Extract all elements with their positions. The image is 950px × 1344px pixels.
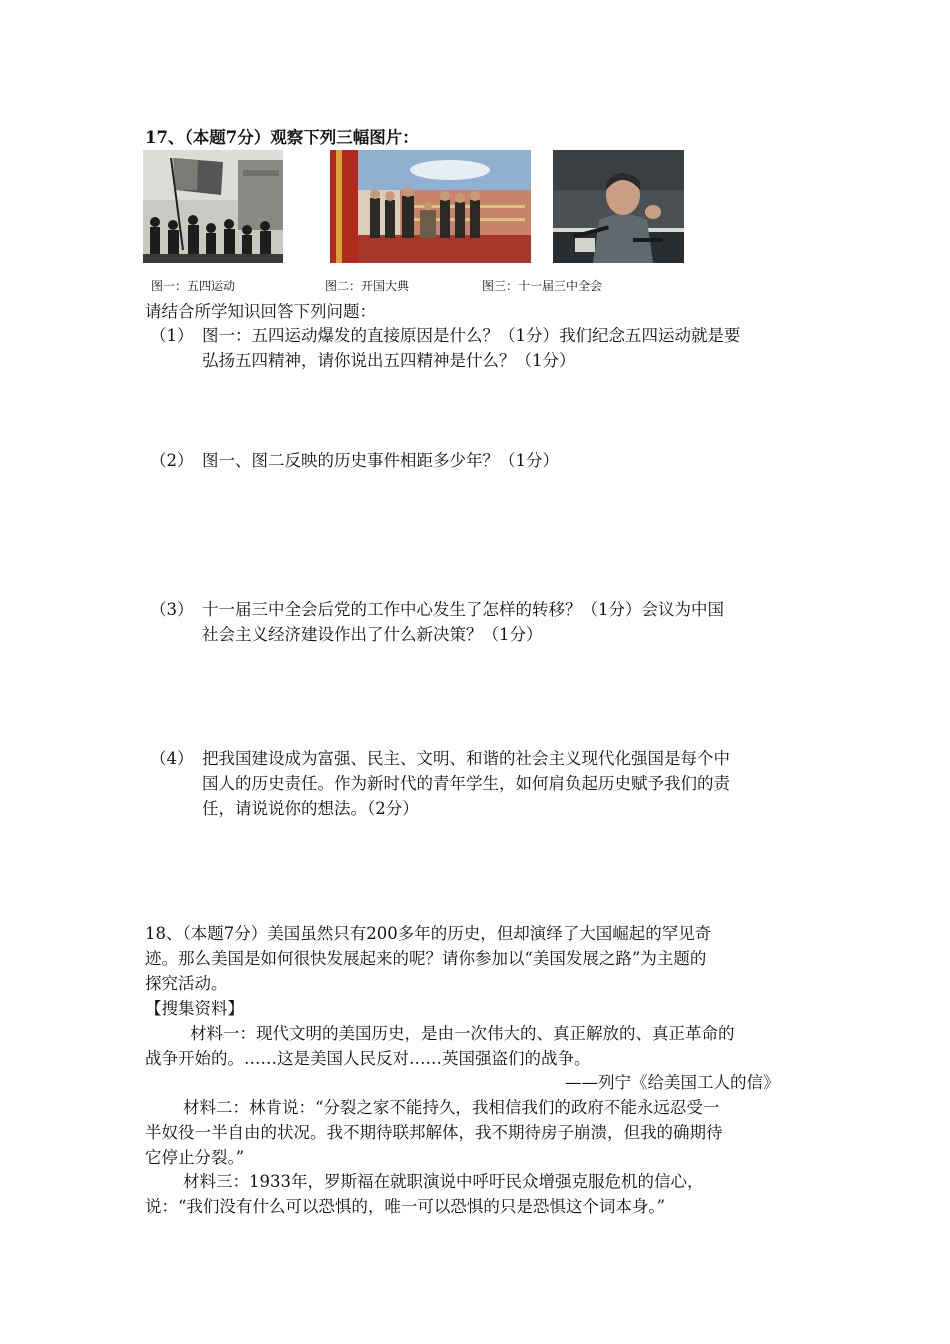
q17-sub1-line1: 图一：五四运动爆发的直接原因是什么？（1分）我们纪念五四运动就是要 [202, 326, 741, 345]
caption-image-1: 图一：五四运动 [151, 279, 236, 293]
q18-line3: 探究活动。 [145, 974, 228, 993]
q18-material2-line3: 它停止分裂。” [145, 1148, 245, 1167]
q18-material3-line2: 说：“我们没有什么可以恐惧的，唯一可以恐惧的只是恐惧这个词本身。” [145, 1197, 666, 1216]
q18-material1-source: ——列宁《给美国工人的信》 [565, 1073, 780, 1092]
q18-section-heading: 【搜集资料】 [145, 999, 244, 1018]
q18-line2: 迹。那么美国是如何很快发展起来的呢？请你参加以“美国发展之路”为主题的 [145, 949, 707, 968]
image-third-plenary-session [553, 150, 684, 263]
q18-material1-line1: 材料一：现代文明的美国历史，是由一次伟大的、真正解放的、真正革命的 [190, 1024, 735, 1043]
q17-sub2-line1: 图一、图二反映的历史事件相距多少年？（1分） [202, 451, 559, 470]
q17-sub1-line2: 弘扬五四精神，请你说出五四精神是什么？（1分） [202, 351, 576, 370]
q17-sub3-line1: 十一届三中全会后党的工作中心发生了怎样的转移？（1分）会议为中国 [202, 600, 724, 619]
q17-sub2-number: （2） [150, 451, 194, 470]
q18-material3-line1: 材料三：1933年，罗斯福在就职演说中呼吁民众增强克服危机的信心， [183, 1172, 704, 1191]
q17-sub4-number: （4） [150, 749, 194, 768]
q17-sub4-line2: 国人的历史责任。作为新时代的青年学生，如何肩负起历史赋予我们的责 [202, 774, 730, 793]
q17-sub4-line1: 把我国建设成为富强、民主、文明、和谐的社会主义现代化强国是每个中 [202, 749, 730, 768]
image-founding-ceremony [330, 150, 531, 263]
q17-sub1-number: （1） [150, 326, 194, 345]
q17-sub3-line2: 社会主义经济建设作出了什么新决策？（1分） [202, 625, 543, 644]
q17-sub4-line3: 任，请说说你的想法。（2分） [202, 799, 419, 818]
q18-material2-line2: 半奴役一半自由的状况。我不期待联邦解体，我不期待房子崩溃，但我的确期待 [145, 1123, 723, 1142]
q18-material1-line2: 战争开始的。……这是美国人民反对……英国强盗们的战争。 [145, 1049, 591, 1068]
q17-title: 17、（本题7分）观察下列三幅图片： [145, 128, 419, 147]
caption-image-3: 图三：十一届三中全会 [482, 279, 603, 293]
image-may-fourth-movement [143, 150, 283, 263]
caption-image-2: 图二：开国大典 [325, 279, 410, 293]
q17-sub3-number: （3） [150, 600, 194, 619]
q18-line1: 18、（本题7分）美国虽然只有200多年的历史，但却演绎了大国崛起的罕见奇 [145, 924, 712, 943]
q18-material2-line1: 材料二：林肯说：“分裂之家不能持久，我相信我们的政府不能永远忍受一 [183, 1098, 720, 1117]
q17-prompt: 请结合所学知识回答下列问题： [145, 302, 376, 321]
